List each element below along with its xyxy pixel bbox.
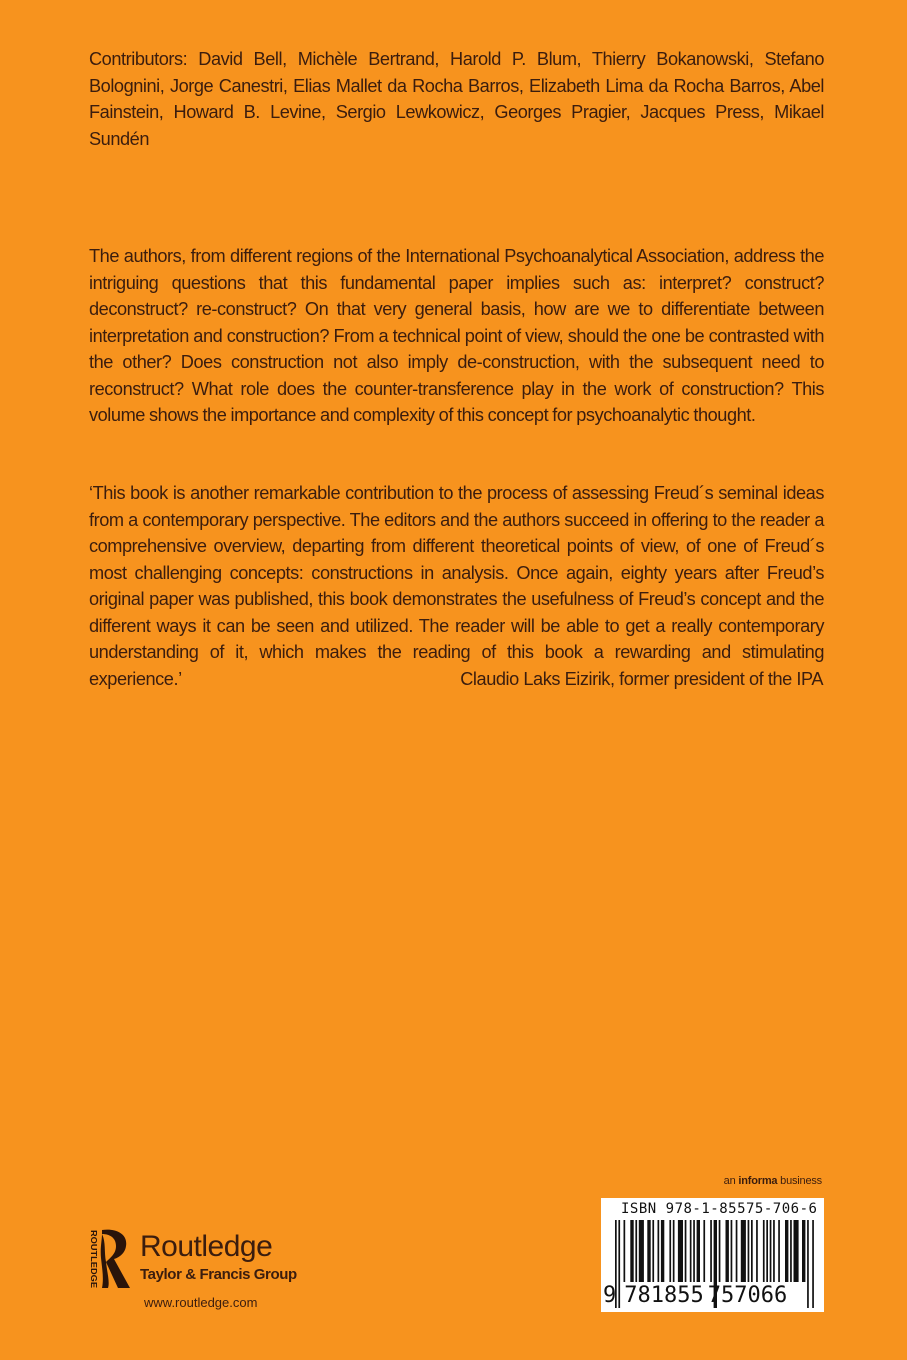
barcode-bar [697,1220,700,1282]
isbn-label: ISBN 978-1-85575-706-6 [621,1201,818,1217]
barcode-bar [658,1220,660,1282]
barcode-bar [639,1220,644,1282]
barcode-bar [741,1220,746,1282]
contributors-paragraph: Contributors: David Bell, Michèle Bertrand, Harold P. Blum, Thierry Bokanowski, Stefano Bolognini, Jorge Canestri, Elias Mallet da Rocha Barros, Elizabeth Lima da Rocha Barros, Abel Fainstein, Howard B. Levine, Sergio Lewkowicz, Georges Pragier, Jacques Press, Mikael Sundén [89,49,824,149]
barcode-bar [693,1220,695,1282]
barcode-bar [807,1220,809,1308]
barcode-bar [661,1220,664,1282]
barcode-bar [785,1220,788,1282]
ean-left: 781855 [624,1283,704,1308]
barcode-bar [802,1220,805,1282]
barcode-bar [624,1220,626,1282]
barcode-bar [773,1220,775,1282]
barcode-bar [690,1220,692,1282]
barcode-bar [778,1220,780,1282]
barcode-bar [790,1220,792,1282]
review-quote: ‘This book is another remarkable contribution to the process of assessing Freud´s seminal ideas from a contemporary perspective. The editors and the authors succeed in offering to the reader a comprehensive overview, departing from different theoretical points of view, of one of Freud´s most challenging concepts: constructions in analysis. Once again, eighty years after Freud’s original paper was published, this book demonstrates the usefulness of Freud’s concept and the different ways it can be seen and utilized. The reader will be able to get a really contemporary understanding of it, which makes the reading of this book a rewarding and stimulating experience.’ [89,483,824,689]
barcode-bar [652,1220,654,1282]
description-paragraph: The authors, from different regions of the International Psychoanalytical Association, address the intriguing questions that this fundamental paper implies such as: interpret? construct? deconstruct? re-construct? On that very general basis, how are we to differentiate between interpretation and construction? From a technical point of view, should the one be contrasted with the other? Does construction not also imply de-construction, with the subsequent need to reconstruct? What role does the counter-transference play in the work of construction? This volume shows the importance and complexity of this concept for psychoanalytic thought. [89,246,824,425]
informa-suffix: business [780,1175,822,1187]
isbn-barcode [601,1198,824,1312]
ean-digits [603,1283,787,1308]
barcode-bar [630,1220,633,1282]
barcode-bar [647,1220,650,1282]
barcode-bar [794,1220,799,1282]
barcode-bar [669,1220,671,1282]
barcode-bar [710,1220,712,1282]
informa-prefix: an [723,1175,736,1187]
barcode-bar [756,1220,758,1282]
routledge-r-icon [88,1228,132,1290]
informa-brand: informa [738,1175,778,1187]
barcode-bar [673,1220,675,1282]
barcode-bar [703,1220,705,1282]
informa-tagline [724,1175,822,1187]
logo-vertical-text: ROUTLEDGE [89,1230,99,1284]
review-attribution: Claudio Laks Eizirik, former president of the IPA [460,669,823,689]
barcode-bar [678,1220,683,1282]
barcode-bar [748,1220,750,1282]
publisher-url[interactable]: www.routledge.com [144,1295,258,1310]
publisher-name: Routledge [140,1230,273,1263]
ean-first: 9 [603,1283,617,1308]
publisher-group: Taylor & Francis Group [140,1266,297,1283]
barcode-bar [719,1220,721,1282]
barcode-bar [763,1220,765,1282]
barcode-bar [770,1220,772,1282]
barcode-bar [751,1220,753,1282]
ean-right: 757066 [707,1283,788,1308]
barcode-bar [766,1220,768,1282]
barcode-bar [736,1220,738,1282]
barcode-bar [812,1220,814,1308]
barcode-bar [685,1220,687,1282]
barcode-bar [635,1220,637,1282]
barcode-bar [726,1220,729,1282]
barcode-bar [731,1220,733,1282]
